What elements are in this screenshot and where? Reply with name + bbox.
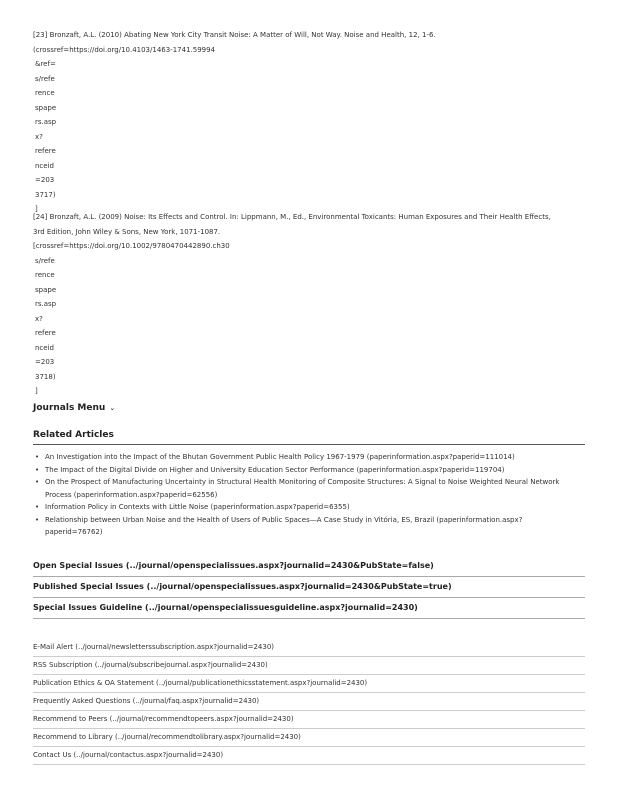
divider [33,674,585,675]
journals-menu-label: Journals Menu [33,403,106,413]
related-article-link[interactable]: Information Policy in Contexts with Little Noise (paperinformation.aspx?paperid=6355) [45,503,350,511]
link-fragment[interactable]: 3717) [35,190,56,199]
divider [33,597,585,598]
link-fragment[interactable]: rs.asp [35,118,57,126]
link-fragment[interactable]: &ref= [35,60,56,68]
bullet-icon: • [35,478,40,486]
chevron-down-icon: ⌄ [109,404,116,412]
related-article-item[interactable] [33,451,573,464]
divider [33,576,585,577]
open-special-issues-link[interactable]: Open Special Issues (../journal/openspecialissues.aspx?journalid=2430&PubState=false) [33,561,434,570]
link-fragment[interactable]: nceid [35,343,54,352]
link-fragment[interactable]: s/refe [35,256,55,265]
crossref-link[interactable]: [crossref=https://doi.org/10.1002/9780470442890.ch30 [33,242,230,250]
divider [33,444,585,445]
link-fragment[interactable]: =203 [35,176,55,184]
related-articles-title: Related Articles [33,430,114,440]
related-article-link[interactable]: On the Prospect of Manufacturing Uncertainty in Structural Health Monitoring of Composite Structures: A Signal to Noise Weighted Neural Network Process (paperinformation.aspx?paperid=62556) [45,478,560,499]
recommend-to-library-link[interactable]: Recommend to Library (../journal/recommendtolibrary.aspx?journalid=2430) [33,733,301,741]
divider [33,692,585,693]
faq-link[interactable]: Frequently Asked Questions (../journal/faq.aspx?journalid=2430) [33,697,260,705]
journals-menu-toggle[interactable] [33,403,115,413]
link-fragment[interactable]: nceid [35,161,54,170]
divider [33,710,585,711]
email-alert-link[interactable]: E-Mail Alert (../journal/newsletterssubscription.aspx?journalid=2430) [33,643,275,651]
related-article-item[interactable] [33,501,573,514]
link-fragment[interactable]: 3718) [35,372,56,381]
contact-us-link[interactable]: Contact Us (../journal/contactus.aspx?journalid=2430) [33,751,224,759]
link-fragment[interactable]: s/refe [35,74,55,83]
bullet-icon: • [35,465,40,474]
divider [33,728,585,729]
link-fragment[interactable]: rence [35,89,55,97]
link-fragment[interactable]: rence [35,271,55,279]
link-fragment[interactable]: refere [35,329,56,337]
reference-citation-cont: 3rd Edition, John Wiley & Sons, New York, 1071-1087. [33,227,221,236]
link-fragment[interactable]: spape [35,285,57,294]
published-special-issues-link[interactable]: Published Special Issues (../journal/openspecialissues.aspx?journalid=2430&PubState=true) [33,582,452,591]
publication-ethics-link[interactable]: Publication Ethics & OA Statement (../journal/publicationethicsstatement.aspx?journalid=2430) [33,679,368,687]
recommend-to-peers-link[interactable]: Recommend to Peers (../journal/recommendtopeers.aspx?journalid=2430) [33,715,294,723]
link-fragment[interactable]: x? [35,314,43,323]
related-article-link[interactable]: The Impact of the Digital Divide on Higher and University Education Sector Performance (paperinformation.aspx?paperid=119704) [45,465,505,474]
bullet-icon: • [35,515,40,524]
bullet-icon: • [35,503,40,511]
reference-citation: [23] Bronzaft, A.L. (2010) Abating New York City Transit Noise: A Matter of Will, Not Way. Noise and Health, 12, 1-6. [33,31,436,39]
link-fragment[interactable]: refere [35,147,56,155]
related-article-link[interactable]: An Investigation into the Impact of the Bhutan Government Public Health Policy 1967-1979 (paperinformation.aspx?paperid=111014) [45,453,515,461]
link-fragment[interactable]: ] [35,205,38,213]
reference-citation: [24] Bronzaft, A.L. (2009) Noise: Its Effects and Control. In: Lippmann, M., Ed., Environmental Toxicants: Human Exposures and Their Health Effects, [33,213,551,221]
special-issues-guideline-link[interactable]: Special Issues Guideline (../journal/openspecialissuesguideline.aspx?journalid=2430) [33,603,418,612]
divider [33,764,585,765]
reference-23 [33,28,436,217]
divider [33,746,585,747]
link-fragment[interactable]: spape [35,103,57,112]
link-fragment[interactable]: x? [35,132,43,141]
divider [33,656,585,657]
related-article-item[interactable] [33,514,573,539]
link-fragment[interactable]: =203 [35,358,55,366]
divider [33,618,585,619]
link-fragment[interactable]: ] [35,387,38,395]
related-article-item[interactable] [33,464,573,477]
reference-24 [33,210,551,399]
link-fragment[interactable]: rs.asp [35,300,57,308]
related-article-item[interactable] [33,476,573,501]
bullet-icon: • [35,453,40,461]
related-articles-list [33,451,573,539]
related-article-link[interactable]: Relationship between Urban Noise and the Health of Users of Public Spaces—A Case Study in Vitória, ES, Brazil (paperinformation.aspx?paperid=76762) [45,515,523,536]
crossref-link[interactable]: (crossref=https://doi.org/10.4103/1463-1741.59994 [33,45,216,54]
rss-subscription-link[interactable]: RSS Subscription (../journal/subscribejournal.aspx?journalid=2430) [33,661,268,669]
